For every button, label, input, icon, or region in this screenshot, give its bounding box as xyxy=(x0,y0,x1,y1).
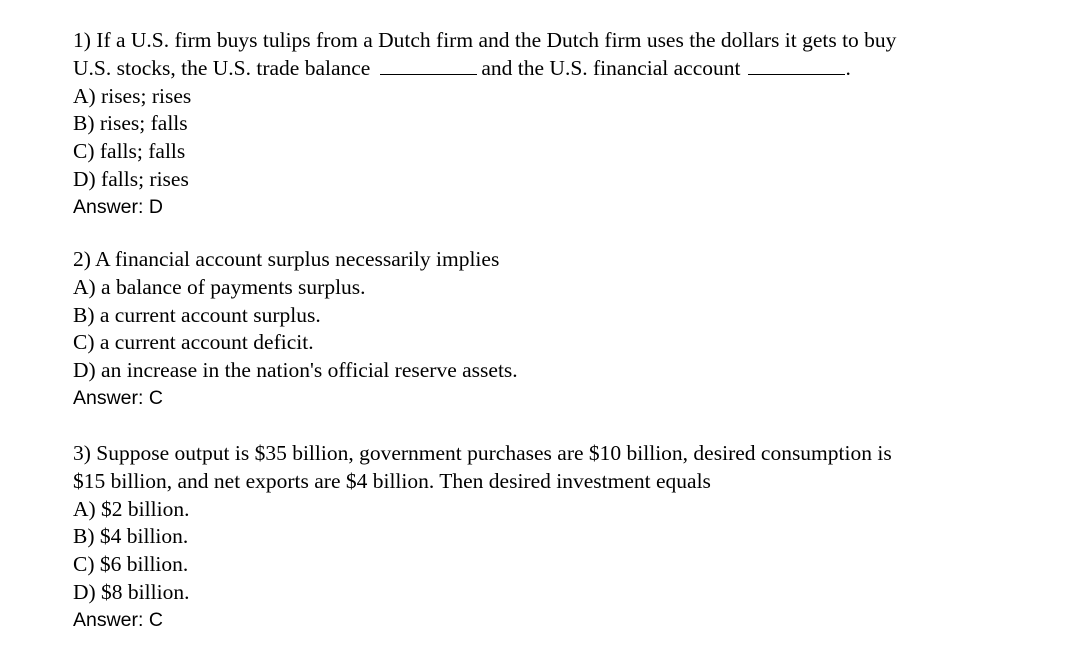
question-1-stem-end: . xyxy=(845,55,851,80)
question-1-stem-part-a: U.S. stocks, the U.S. trade balance xyxy=(73,55,371,80)
question-1-stem-line-2 xyxy=(73,55,1033,83)
question-1-stem-line-1: 1) If a U.S. firm buys tulips from a Dutch firm and the Dutch firm uses the dollars it gets to buy xyxy=(73,28,897,52)
option-a: A) rises; rises xyxy=(73,83,192,108)
option-c: C) falls; falls xyxy=(73,139,186,164)
option-b: B) a current account surplus. xyxy=(73,302,321,327)
option-d: D) an increase in the nation's official reserve assets. xyxy=(73,358,518,383)
answer-line: Answer: D xyxy=(73,195,163,218)
fill-in-blank-1 xyxy=(380,56,477,75)
option-c: C) $6 billion. xyxy=(73,552,189,577)
question-1 xyxy=(73,27,1033,222)
option-d: D) falls; rises xyxy=(73,166,189,191)
question-3 xyxy=(73,440,1033,635)
option-a: A) $2 billion. xyxy=(73,496,190,521)
option-d: D) $8 billion. xyxy=(73,579,190,604)
answer-line: Answer: C xyxy=(73,386,163,409)
option-a: A) a balance of payments surplus. xyxy=(73,274,366,299)
question-3-stem-line-1: 3) Suppose output is $35 billion, government purchases are $10 billion, desired consumption is xyxy=(73,441,892,465)
question-2-stem-line-1: 2) A financial account surplus necessarily implies xyxy=(73,247,500,271)
question-1-stem-part-b: and the U.S. financial account xyxy=(481,55,741,80)
question-3-stem-line-2: $15 billion, and net exports are $4 billion. Then desired investment equals xyxy=(73,468,711,493)
option-b: B) $4 billion. xyxy=(73,524,189,549)
option-c: C) a current account deficit. xyxy=(73,330,314,355)
answer-line: Answer: C xyxy=(73,608,163,631)
question-2 xyxy=(73,246,1033,413)
option-b: B) rises; falls xyxy=(73,111,188,136)
fill-in-blank-2 xyxy=(748,56,845,75)
